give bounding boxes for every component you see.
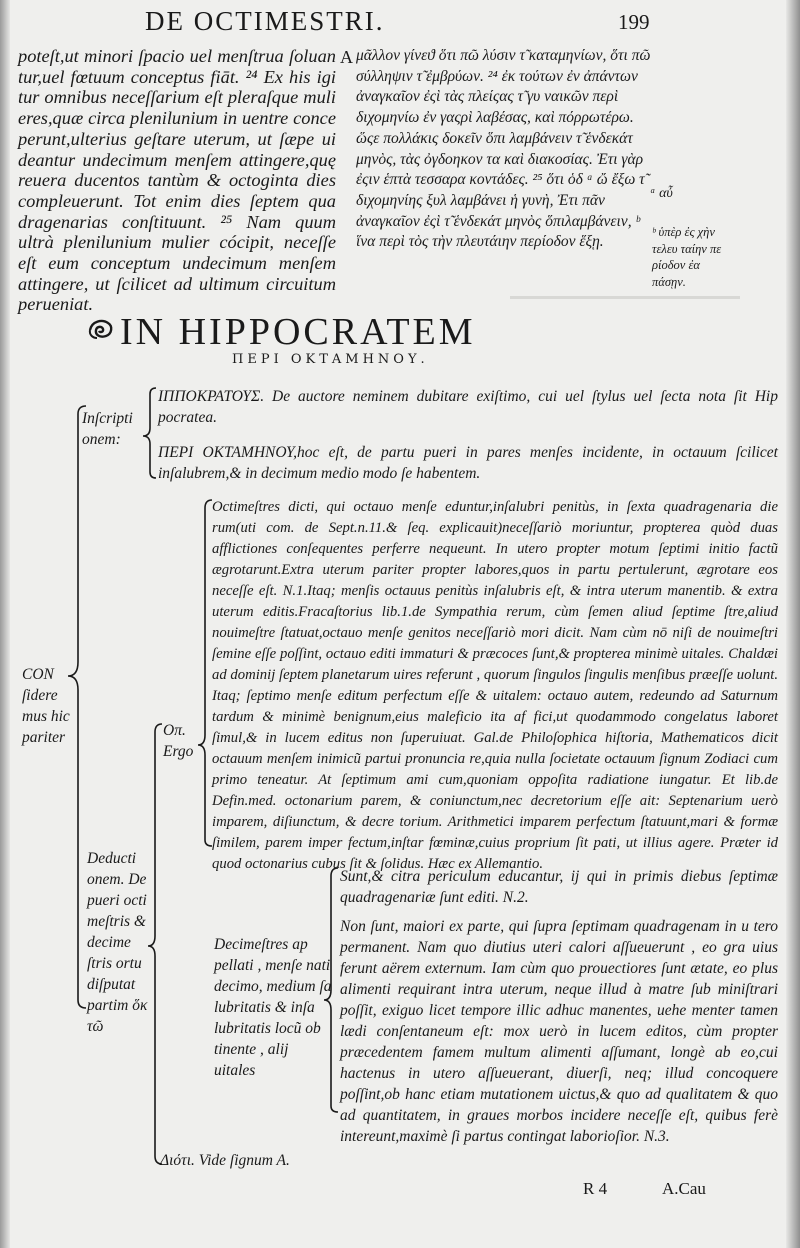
dioti-reference: Διότι. Vide ſignum A. — [160, 1152, 290, 1169]
octimestres-paragraph: Octimeſtres dicti, qui octauo menſe eduntur,inſalubri penitùs, in ſexta quadragenaria die rum(uti com. de Sept.n.11.& ſeq. explicauit)neceſſariò moriuntur, propterea quòd duas afflictiones conſequentes perferre nequeunt. In utero propter motum ſeptimi initio factũ ægrotarunt.Extra uterum pariter propter labores,quos in partu pertulerunt, ægrotare eos neceſſe eſt. N.1.Itaq; menſis octauus penitùs inſalubris eſt, & intra uterum manentib. & extra uterum editis.Fracaſtorius lib.1.de Sympathia rerum, cùm ſemen aliud ſeptime ſtre,aliud nouimeſtre ſtatuat,octauo menſe genitos neceſſariò mori dicit. Nam cùm nō niſi de nouimeſtri ſemine eſſe poſſint, octauo editi immaturi & præcoces ſunt,& propterea minimè uitales. Chaldæi ad dominij ſeptem planetarum uires referunt , quorum ſingulos ſingulis menſibus præeſſe uolunt. Itaq; ſeptimo menſe editum perfectum eſſe & uitalem: octauo autem, redeundo ad Saturnum tardum & minimè benignum,eius maleficio ita af fici,ut quodammodo congelatus laboret ſimul,& in lucem editus non ſuperuiuat. Gal.de Philoſophica hiſtoria, Mathematicos dicit octauum menſem inimicũ partui pronuncia re,quia nulla ſocietate octauum ſignum Zodiaci cum primo teneatur. At ſeptimum ami cum,quoniam oppoſita radiatione iungatur. Et lib.de Defin.med. octonarium parem, & coniunctum,nec decretorium eſſe ait: Septenarium uerò imparem, diſiunctum, & decre torium. Arithmetici imparem perfectum ſtatuunt,mari & formæ ſimilem, parem imper fectum,inſtar fœminæ,cuius proprium ſit pati, ut illius agere. Præter id quod octonarius cubus ſit & ſolidus. Hæc ex Allemantio. — [212, 499, 778, 872]
oti-ergo-label: Oπ. Ergo — [163, 722, 194, 760]
bracket-octimestres — [198, 500, 212, 846]
section-title: IN HIPPOCRATEM — [120, 311, 476, 353]
consideremus-label: CON ſidere mus hic pariter — [22, 666, 70, 746]
inscription-title-note: ΠΕΡΙ ΟΚΤΑΜΗΝΟΥ,hoc eſt, de partu pueri in pares menſes incidente, in octauum ſcilicet inſalubrem,& in decimum medio modo ſe habentem. — [158, 444, 778, 482]
non-sunt-paragraph: Non ſunt, maiori ex parte, qui ſupra ſeptimam quadragenam in u tero permanent. Nam quo diutius uteri calori aſſueuerunt , eo gra uius ferunt aërem externum. Iam cùm quo prouectiores ſunt ætate, eo plus alimenti requirant intra uterum, neque illud à matre ſub miniſtrari poſſit, exiguo licet tempore illic adhuc manentes, uehe menter tamen lædi conſentaneum eſt: mox uerò in lucem editos, cùm propter præcedentem famem multum alimenti aſſumant, longè ab eo,cui hactenus in utero aſſueuerant, diuerſi, neq; illud concoquere poſſint,ob hanc etiam mutationem uictus,& quo ad qualitatem & quo ad quantitatem, in graues morbos incidere neceſſe eſt, quibus ferè intereunt,maximè ſi partus contingat laborioſior. N.3. — [340, 918, 778, 1145]
margin-note-b: ᵇ ὑπὲρ ἐς χὴν τελευ ταίην πε ρίοδον ἐα πάσῃν. — [652, 225, 722, 289]
running-title: DE OCTIMESTRI. — [145, 6, 385, 36]
inscription-label: Inſcripti onem: — [82, 410, 133, 448]
greek-text-column: μᾶλλον γίνεϑ ὅτι πῶ λύσιν τ̃ καταμηνίων, ὅτι πῶ σύλληψιν τ̃ ἐμβρύων. ²⁴ ἐκ τούτων ἐν ἀπάντων ἀναγκαῖον ἐςὶ τὰς πλείςας τ̃ γυ ναικῶν περὶ διχομηνίω ἐν γαςρὶ λαβέσας, καὶ πόρρωτέρω. ὥςε πολλάκις δοκεῖν ὅπι λαμβάνειν τ̃ ἑνδεκάτ μηνὸς, τὰς ὀγδοηκον τα καὶ διακοσίας. Ἐτι γὰρ ἐςιν ἑπτὰ τεσσαρα κοντάδες. ²⁵ ὅτι ὁδ ᵃ ὤ ἔξω τ̃ διχομηνίης ξυλ λαμβάνει ἡ γυνὴ, Ἐτι πᾶν ἀναγκαῖον ἐςὶ τ̃ ἑνδεκάτ μηνὸς ὅπιλαμβάνειν, ᵇ ἵνα περὶ τὸς τὴν πλευτάιην περίοδον ἕξῃ. — [356, 47, 651, 251]
decimestres-label: Decimeſtres ap pellati , menſe nati decimo, medium ſa lubritatis & inſa lubritatis locũ ob tinente , alij uitales — [214, 936, 332, 1079]
marginal-marker-a: A — [340, 47, 353, 67]
bracket-deduction — [148, 724, 162, 1164]
deduction-label: Deducti onem. De pueri octi meſtris & decime ſtris ortu diſputat partim ὅκ τῶ — [87, 850, 148, 1035]
catchword: A.Cau — [662, 1179, 706, 1198]
sunt-paragraph: Sunt,& citra periculum educantur, ij qui in primis diebus ſeptimæ quadragenariæ ſunt editi. N.2. — [340, 868, 778, 906]
inscription-author-note: ΙΠΠΟΚΡΑΤΟΥΣ. De auctore neminem dubitare exiſtimo, cui uel ſtylus uel ſecta nota ſit Hip pocratea. — [158, 388, 778, 426]
page-number: 199 — [618, 10, 650, 34]
signature-mark: R 4 — [583, 1179, 608, 1198]
section-subtitle: ΠΕΡΙ ΟΚΤΑΜΗΝΟΥ. — [232, 352, 429, 367]
margin-note-a: ᵃ αὖ — [650, 186, 673, 201]
latin-text-column: poteſt,ut minori ſpacio uel menſtrua ſoluan tur,uel fœtuum conceptus fiāt. ²⁴ Ex his igi tur omnibus neceſſarium eſt pleraſque muli eres,quæ circa plenilunium in uentre conce perunt,ulterius geſtare uterum, ut ſæpe ui deantur undecimum menſem attingere,quę reuera ducentos tantùm & octoginta dies compleuerunt. Tot enim dies ſeptem qua dragenarias conſtituunt. ²⁵ Nam quum ultrà plenilunium mulier cócipit, neceſſe eſt eum conceptum undecimum menſem attingere, ut ſcilicet ad ultimum circuitum perueniat. — [18, 46, 336, 315]
bracket-inscription — [143, 388, 156, 478]
